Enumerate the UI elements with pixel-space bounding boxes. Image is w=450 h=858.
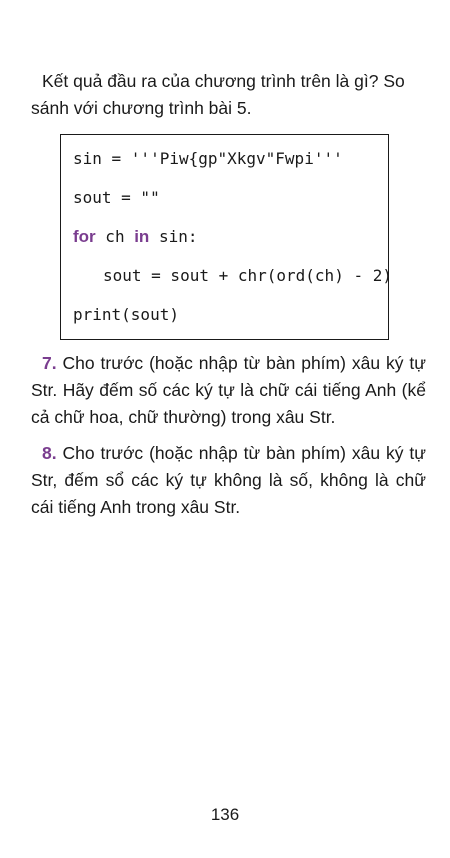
intro-text: Kết quả đầu ra của chương trình trên là gì? So sánh với chương trình bài 5. [31, 71, 405, 118]
code-block [60, 134, 392, 340]
exercise-text: Cho trước (hoặc nhập từ bàn phím) xâu ký tự Str, đếm sổ các ký tự không là số, không là chữ cái tiếng Anh trong xâu Str. [31, 443, 426, 517]
page-number: 136 [210, 805, 240, 824]
code-line-1: sin = '''Piw{gp"Xkgv"Fwpi''' [73, 149, 343, 168]
exercise-7 [31, 350, 426, 431]
keyword-in: in [134, 227, 150, 246]
code-line-5: print(sout) [73, 305, 179, 324]
intro-paragraph [31, 68, 426, 122]
loop-iterable: sin: [149, 227, 198, 246]
code-line-4: sout = sout + chr(ord(ch) - 2) [103, 266, 392, 285]
code-line-3 [73, 227, 197, 247]
code-line-2: sout = "" [73, 188, 160, 207]
loop-variable: ch [95, 227, 135, 246]
exercise-8 [31, 440, 426, 521]
keyword-for: for [73, 227, 96, 246]
exercise-text: Cho trước (hoặc nhập từ bàn phím) xâu ký tự Str. Hãy đếm số các ký tự là chữ cái tiếng Anh (kể cả chữ hoa, chữ thường) trong xâu Str. [31, 353, 426, 427]
exercise-number: 7. [42, 353, 57, 373]
exercise-number: 8. [42, 443, 57, 463]
